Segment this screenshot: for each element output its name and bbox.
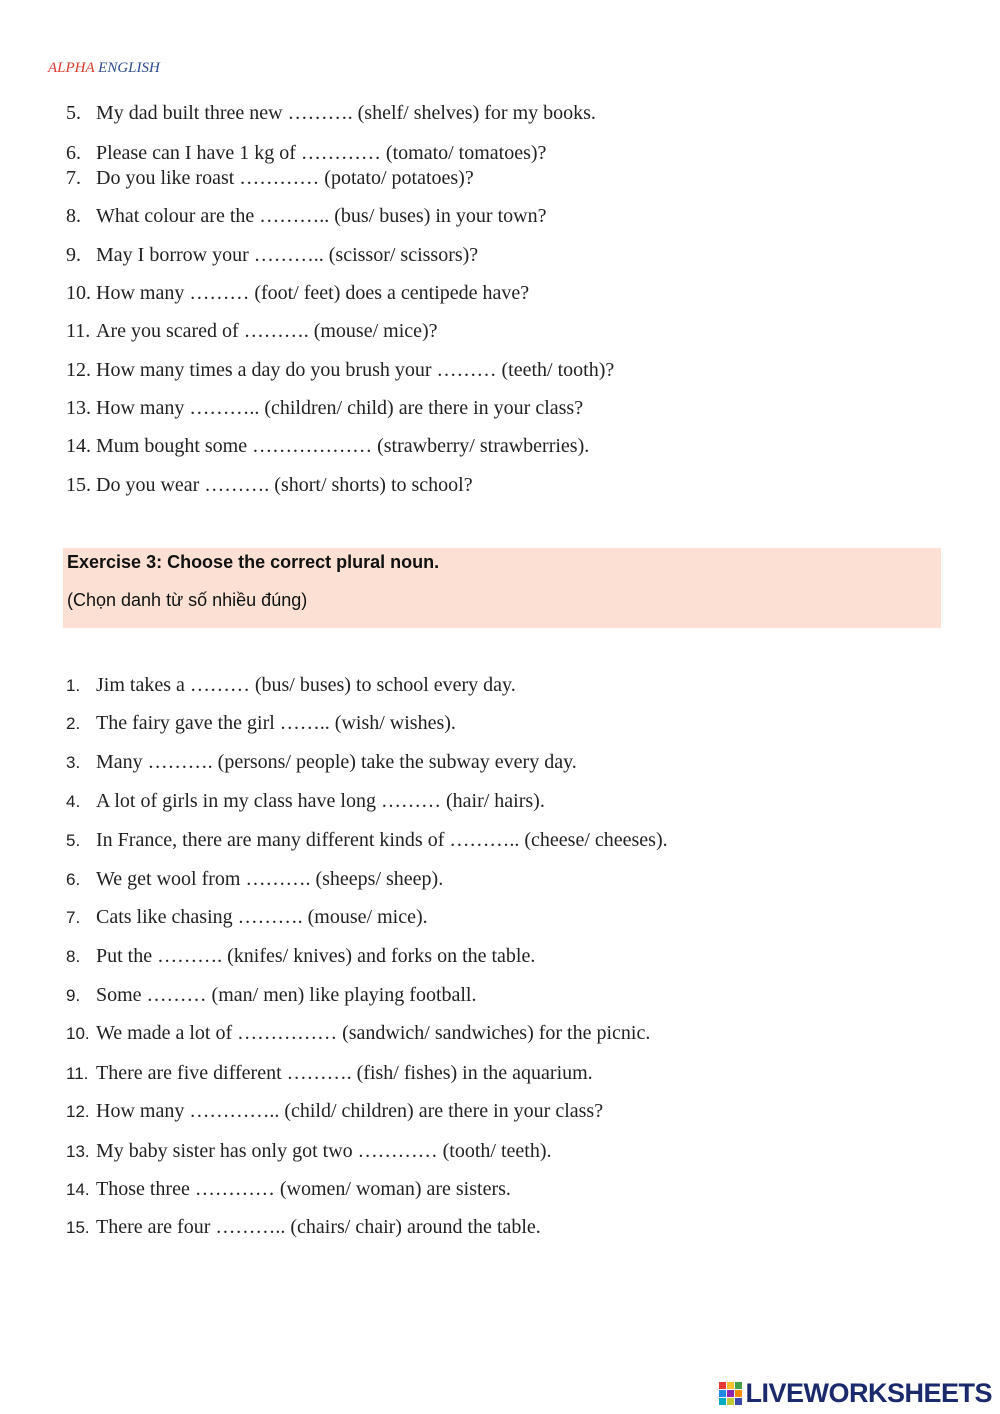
exercise3-subtitle: (Chọn danh từ số nhiều đúng)	[67, 590, 308, 610]
item-text: Jim takes a ……… (bus/ buses) to school every day.	[96, 674, 516, 696]
item-number: 10.	[66, 1024, 90, 1043]
list-item	[66, 711, 456, 736]
list-item	[66, 358, 614, 382]
item-number: 15.	[66, 1218, 90, 1237]
item-number: 6.	[66, 870, 81, 889]
item-number: 13.	[66, 1142, 90, 1161]
item-text: What colour are the ……….. (bus/ buses) in your town?	[96, 205, 547, 227]
list-item	[66, 204, 546, 228]
list-item	[66, 1215, 541, 1240]
list-item	[66, 789, 545, 814]
item-number: 3.	[66, 753, 81, 772]
item-text: Please can I have 1 kg of ………… (tomato/ tomatoes)?	[96, 142, 547, 164]
list-item	[66, 944, 535, 969]
item-text: My baby sister has only got two ………… (tooth/ teeth).	[96, 1140, 552, 1162]
list-item	[66, 281, 529, 305]
list-item	[66, 1061, 593, 1086]
list-item	[66, 983, 477, 1008]
item-text: Those three ………… (women/ woman) are sisters.	[96, 1178, 511, 1200]
logo-square	[719, 1382, 726, 1389]
item-number: 2.	[66, 714, 81, 733]
item-text: We made a lot of …………… (sandwich/ sandwiches) for the picnic.	[96, 1022, 651, 1044]
item-text: How many ……… (foot/ feet) does a centipede have?	[96, 282, 530, 304]
item-text: How many times a day do you brush your ……… (teeth/ tooth)?	[96, 359, 615, 381]
item-number: 6.	[66, 142, 81, 164]
item-text: Are you scared of ………. (mouse/ mice)?	[96, 320, 438, 342]
brand-alpha: ALPHA	[48, 60, 95, 76]
list-item	[66, 396, 583, 420]
list-item	[66, 1099, 603, 1124]
item-number: 12.	[66, 359, 91, 381]
list-item	[66, 750, 577, 775]
item-text: There are five different ………. (fish/ fishes) in the aquarium.	[96, 1062, 593, 1084]
item-number: 1.	[66, 676, 81, 695]
item-number: 15.	[66, 474, 91, 496]
item-text: Do you wear ………. (short/ shorts) to school?	[96, 474, 473, 496]
logo-text: LIVEWORKSHEETS	[745, 1377, 992, 1408]
item-number: 14.	[66, 1180, 90, 1199]
list-item	[66, 673, 516, 698]
item-text: The fairy gave the girl …….. (wish/ wishes).	[96, 712, 456, 734]
brand-english: ENGLISH	[98, 60, 160, 76]
list-item	[66, 1177, 511, 1202]
item-text: Mum bought some ……………… (strawberry/ strawberries).	[96, 435, 590, 457]
item-text: How many ……….. (children/ child) are there in your class?	[96, 397, 584, 419]
item-number: 9.	[66, 244, 81, 266]
item-number: 12.	[66, 1102, 90, 1121]
item-number: 11.	[66, 320, 91, 342]
logo-square	[735, 1390, 742, 1397]
list-item	[66, 867, 443, 892]
item-number: 8.	[66, 947, 81, 966]
item-text: In France, there are many different kinds of ……….. (cheese/ cheeses).	[96, 829, 668, 851]
item-text: May I borrow your ……….. (scissor/ scissors)?	[96, 244, 479, 266]
list-item	[66, 1139, 552, 1164]
item-text: We get wool from ………. (sheeps/ sheep).	[96, 868, 444, 890]
item-number: 13.	[66, 397, 91, 419]
list-item	[66, 319, 438, 343]
list-item	[66, 166, 474, 190]
item-number: 9.	[66, 986, 81, 1005]
liveworksheets-logo-icon	[719, 1382, 742, 1405]
item-number: 11.	[66, 1064, 89, 1083]
item-text: Do you like roast ………… (potato/ potatoes)?	[96, 167, 474, 189]
logo-square	[727, 1382, 734, 1389]
item-number: 7.	[66, 167, 81, 189]
item-number: 10.	[66, 282, 91, 304]
item-number: 14.	[66, 435, 91, 457]
item-text: Many ………. (persons/ people) take the subway every day.	[96, 751, 577, 773]
logo-square	[727, 1390, 734, 1397]
item-number: 5.	[66, 831, 81, 850]
brand-header	[48, 60, 160, 77]
list-item	[66, 243, 478, 267]
logo-square	[735, 1398, 742, 1405]
list-item	[66, 141, 546, 165]
item-text: Put the ………. (knifes/ knives) and forks on the table.	[96, 945, 536, 967]
logo-square	[727, 1398, 734, 1405]
item-text: My dad built three new ………. (shelf/ shelves) for my books.	[96, 102, 596, 124]
list-item	[66, 828, 668, 853]
item-number: 4.	[66, 792, 81, 811]
item-text: Some ……… (man/ men) like playing football.	[96, 984, 477, 1006]
liveworksheets-logo[interactable]	[719, 1378, 992, 1408]
item-text: How many ………….. (child/ children) are there in your class?	[96, 1100, 604, 1122]
list-item	[66, 434, 589, 458]
item-text: There are four ……….. (chairs/ chair) around the table.	[96, 1216, 541, 1238]
list-item	[66, 905, 428, 930]
logo-square	[719, 1398, 726, 1405]
logo-square	[735, 1382, 742, 1389]
list-item	[66, 1021, 650, 1046]
list-item	[66, 101, 596, 125]
exercise3-title: Exercise 3: Choose the correct plural noun.	[67, 552, 440, 572]
item-text: Cats like chasing ………. (mouse/ mice).	[96, 906, 428, 928]
item-number: 8.	[66, 205, 81, 227]
item-text: A lot of girls in my class have long ……… (hair/ hairs).	[96, 790, 545, 812]
item-number: 7.	[66, 908, 81, 927]
exercise3-banner	[63, 548, 941, 628]
item-number: 5.	[66, 102, 81, 124]
logo-square	[719, 1390, 726, 1397]
list-item	[66, 473, 473, 497]
